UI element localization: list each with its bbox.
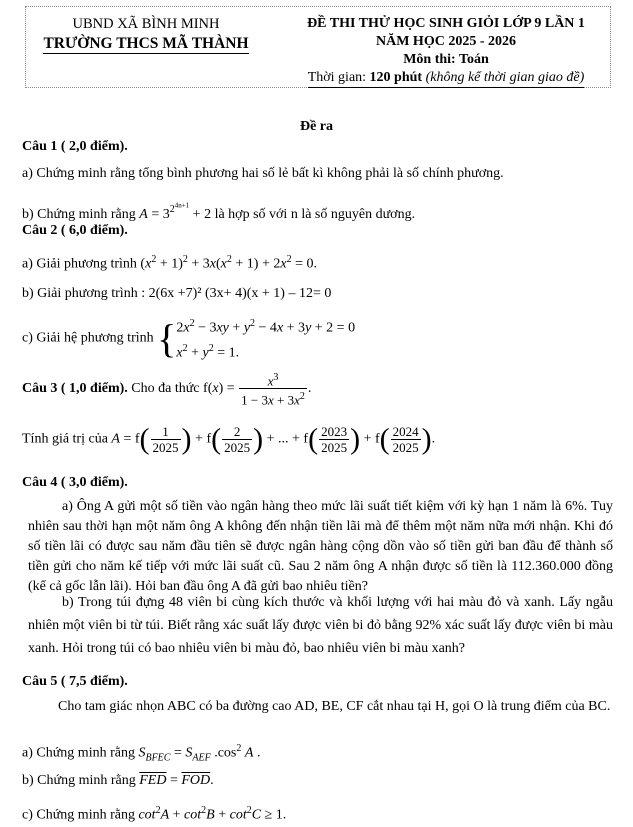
- school-name: TRƯỜNG THCS MÃ THÀNH: [43, 35, 249, 52]
- commune-name: UBND XÃ BÌNH MINH: [72, 16, 220, 32]
- exam-heading: Đề ra: [299, 119, 334, 134]
- q1-part-a: a) Chứng minh rằng tổng bình phương hai số lẻ bất kì không phải là số chính phương.: [22, 166, 504, 181]
- school-year: NĂM HỌC 2025 - 2026: [376, 34, 516, 49]
- q3-heading: Câu 3 ( 1,0 điểm).: [22, 381, 128, 397]
- q3-line: Câu 3 ( 1,0 điểm). Cho đa thức f(x) = $\frac{x^3}{1 - 3x + 3x^2}$ .: [22, 372, 312, 408]
- q2-part-b: b) Giải phương trình : 2(6x +7)² (3x+ 4)(x + 1) – 12= 0: [22, 286, 332, 301]
- q2-part-a: a) Giải phương trình $(x^2 + 1)^2 + 3x(x^2 + 1) + 2x^2 = 0$.: [22, 254, 317, 272]
- subject: Môn thi: Toán: [403, 52, 489, 67]
- school-info: [26, 15, 266, 54]
- q5-part-a: a) Chứng minh rằng $S_{BFEC} = S_{AEF}$ $.\cos^2$ A .: [22, 743, 261, 764]
- exam-info: [281, 15, 611, 88]
- q5-heading: Câu 5 ( 7,5 điểm).: [22, 674, 128, 689]
- q5-part-c: c) Chứng minh rằng $\cot^2A + \cot^2B + \cot^2C \ge 1$.: [22, 805, 287, 823]
- q4-part-b: b) Trong túi đựng 48 viên bi cùng kích thước và khối lượng với hai màu đỏ và xanh. Lấy ngẫu nhiên một viên bi từ túi. Biết rằng xác suất lấy được viên bi đỏ bằng 92% xác suất lấy được viên bi màu xanh. Hỏi trong túi có bao nhiêu viên bi màu đỏ, bao nhiêu viên bi màu xanh?: [28, 595, 613, 656]
- q3-calc: Tính giá trị của A = f( $\frac{1}{2025}$ ) + f( $\frac{2}{2025}$ ) + ... + f( $\frac{2023}{2025}$ ) + f( $\frac{2024}{2025}$ ).: [22, 422, 436, 456]
- q2-heading: Câu 2 ( 6,0 điểm).: [22, 223, 128, 238]
- q4-heading: Câu 4 ( 3,0 điểm).: [22, 475, 128, 490]
- time-limit: Thời gian: 120 phút (không kể thời gian giao đề): [281, 69, 611, 88]
- q5-intro: Cho tam giác nhọn ABC có ba đường cao AD, BE, CF cắt nhau tại H, gọi O là trung điểm của BC.: [58, 699, 611, 714]
- q1-part-b: b) Chứng minh rằng $A = 3^{2^{4n+1}} + 2$ là hợp số với n là số nguyên dương.: [22, 202, 416, 222]
- q5-part-b: b) Chứng minh rằng $\overline{FED} = \overline{FOD}$.: [22, 773, 214, 788]
- q4-part-a: a) Ông A gửi một số tiền vào ngân hàng theo mức lãi suất tiết kiệm với kỳ hạn 1 năm là 6%. Tuy nhiên sau thời hạn một năm ông A không đến nhận tiền lãi mà để thêm một năm nữa mới nhận. Khi đó số tiền lãi có được sau năm đầu tiên sẽ được ngân hàng cộng dồn vào số tiền gửi ban đầu để thành số tiền gửi cho năm kế tiếp với mức lãi suất cũ. Sau 2 năm ông A nhận được số tiền là 112.360.000 đồng (kể cả gốc lẫn lãi). Hỏi ban đầu ông A đã gửi bao nhiêu tiền?: [28, 499, 613, 594]
- q1-heading: Câu 1 ( 2,0 điểm).: [22, 139, 128, 154]
- q2-part-c: c) Giải hệ phương trình {$2x^2 - 3xy + y^2 - 4x + 3y + 2 = 0$ $x^2 + y^2 = 1$.: [22, 315, 356, 361]
- exam-title: ĐỀ THI THỬ HỌC SINH GIỎI LỚP 9 LẦN 1: [307, 16, 585, 31]
- exam-header: [25, 6, 611, 88]
